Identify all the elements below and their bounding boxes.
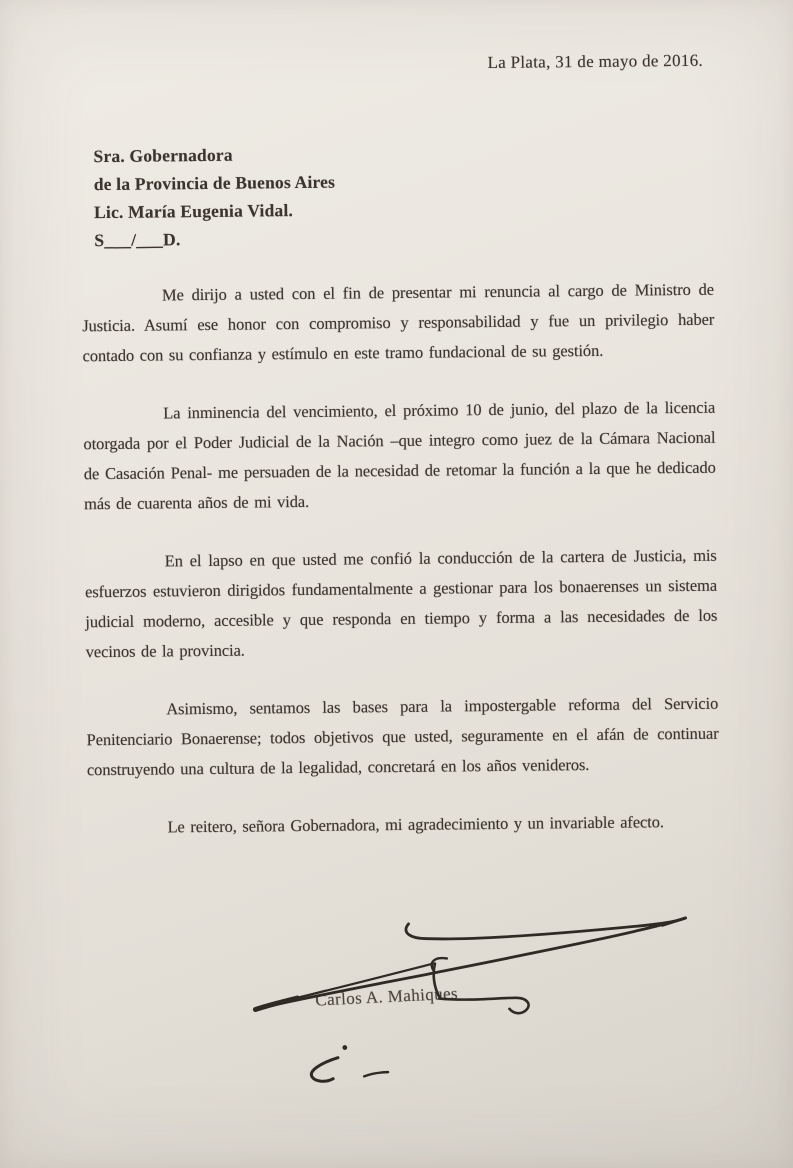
ink-marks bbox=[311, 1045, 388, 1082]
recipient-line-title: Sra. Gobernadora bbox=[93, 144, 233, 167]
letter-body bbox=[82, 275, 720, 872]
recipient-line-sd: S___/___D. bbox=[94, 229, 181, 251]
paragraph-license: La inminencia del vencimiento, el próximo 10 de junio, del plazo de la licencia otorgada por el Poder Judicial de la Nación –que integro como juez de la Cámara Nacional de Casación Penal- me persuaden de la necesidad de retomar la función a la que he dedicado más de cuarenta años de mi vida. bbox=[83, 397, 716, 514]
dateline: La Plata, 31 de mayo de 2016. bbox=[487, 50, 704, 73]
recipient-block bbox=[93, 140, 336, 255]
paragraph-resignation: Me dirijo a usted con el fin de presentar mi renuncia al cargo de Ministro de Justicia. Asumí ese honor con compromiso y responsabilidad y fue un privilegio haber contado con su confianza y estímulo en este tramo fundacional de su gestión. bbox=[82, 279, 715, 366]
paragraph-achievements: En el lapso en que usted me confió la conducción de la cartera de Justicia, mis esfuerzos estuvieron dirigidos fundamentalmente a gestionar para los bonaerenses un sistema judicial moderno, accesible y que responda en tiempo y forma a las necesidades de los vecinos de la provincia. bbox=[84, 545, 718, 662]
paragraph-reform: Asimismo, sentamos las bases para la impostergable reforma del Servicio Penitenciario Bonaerense; todos objetivos que usted, seguramente en el afán de continuar construyendo una cultura de la legalidad, concretará en los años venideros. bbox=[86, 693, 719, 780]
paragraph-closing: Le reitero, señora Gobernadora, mi agradecimiento y un invariable afecto. bbox=[167, 812, 664, 837]
signatory-name: Carlos A. Mahiques bbox=[314, 983, 459, 1010]
recipient-line-name: Lic. María Eugenia Vidal. bbox=[93, 200, 294, 223]
recipient-line-province: de la Provincia de Buenos Aires bbox=[93, 171, 336, 195]
